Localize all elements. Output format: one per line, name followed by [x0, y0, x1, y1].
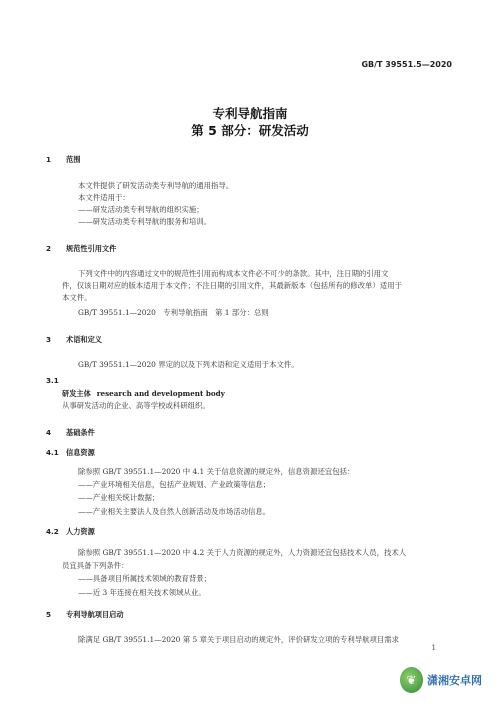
term-3-1-definition: 从事研发活动的企业、高等学校或科研组织。	[62, 401, 210, 410]
section-4-2-heading: 4.2 人力资源	[46, 527, 95, 536]
section-5-heading: 5 专利导航项目启动	[46, 610, 124, 619]
section-2-heading: 2 规范性引用文件	[46, 244, 117, 253]
section-2-para-1-line-2: 件，仅该日期对应的版本适用于本文件；不注日期的引用文件，其最新版本（包括所有的修改单）适用于	[62, 281, 402, 290]
section-4-heading: 4 基础条件	[46, 428, 95, 437]
section-4-2-para-1-line-2: 员宜具备下列条件：	[62, 561, 129, 570]
standard-code: GB/T 39551.5—2020	[361, 60, 452, 69]
section-1-list-item-1: ——研发活动类专利导航的组织实施；	[78, 205, 204, 214]
section-4-2-para-1-line-1: 除参照 GB/T 39551.1—2020 中 4.2 关于人力资源的规定外，人力资源还宜包括技术人员，技术人	[78, 548, 407, 557]
document-subtitle: 第 5 部分：研发活动	[191, 123, 309, 138]
section-4-1-list-item-3: ——产业相关主要法人及自然人创新活动及市场活动信息。	[78, 507, 271, 516]
section-1-heading: 1 范围	[46, 155, 81, 164]
term-3-1-heading: 研发主体 research and development body	[62, 389, 225, 398]
section-2-reference: GB/T 39551.1—2020 专利导航指南 第 1 部分：总则	[78, 308, 269, 317]
watermark-text: 潇湘安卓网	[427, 674, 482, 687]
watermark-logo-icon: ❦	[400, 667, 423, 693]
section-3-heading: 3 术语和定义	[46, 335, 102, 344]
section-5-para-1: 除满足 GB/T 39551.1—2020 第 5 章关于项目启动的规定外，评价研发立项的专利导航项目需求	[78, 635, 400, 644]
section-1-para-2: 本文件适用于：	[78, 193, 130, 202]
section-4-1-para-1: 除参照 GB/T 39551.1—2020 中 4.1 关于信息资源的规定外，信息资源还宜包括：	[78, 467, 355, 476]
section-3-para-1: GB/T 39551.1—2020 界定的以及下列术语和定义适用于本文件。	[78, 360, 299, 369]
page-number: 1	[431, 644, 436, 652]
section-2-para-1-line-3: 本文件。	[62, 293, 92, 302]
site-watermark	[400, 665, 482, 695]
section-4-1-list-item-1: ——产业环境相关信息，包括产业规划、产业政策等信息；	[78, 480, 271, 489]
section-4-2-list-item-2: ——近 3 年连接在相关技术领域从业。	[78, 588, 206, 597]
section-4-2-list-item-1: ——具备项目所属技术领域的教育背景；	[78, 574, 212, 583]
term-3-1-number: 3.1	[46, 376, 59, 385]
section-1-list-item-2: ——研发活动类专利导航的服务和培训。	[78, 217, 212, 226]
section-2-para-1-line-1: 下列文件中的内容通过文中的规范性引用而构成本文件必不可少的条款。其中，注日期的引用文	[78, 269, 389, 278]
document-title: 专利导航指南	[212, 106, 288, 121]
section-1-para-1: 本文件提供了研发活动类专利导航的通用指导。	[78, 181, 234, 190]
section-4-1-list-item-2: ——产业相关统计数据；	[78, 493, 160, 502]
section-4-1-heading: 4.1 信息资源	[46, 448, 95, 457]
